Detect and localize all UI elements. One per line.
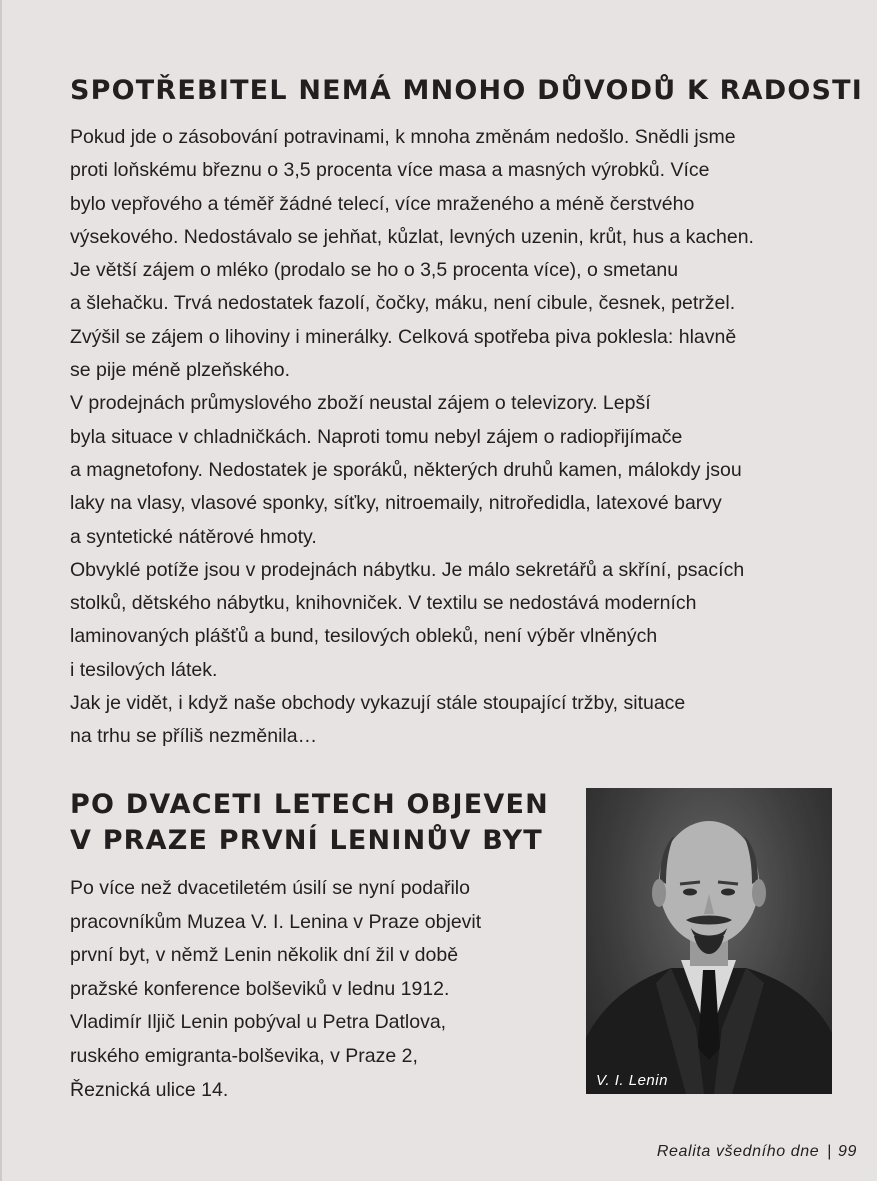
text-line: ruského emigranta-bolševika, v Praze 2, [70,1044,418,1067]
page-footer [657,1143,857,1161]
text-line: Po více než dvacetiletém úsilí se nyní podařilo [70,877,470,899]
text-line: pražské konference bolševiků v lednu 1912. [70,977,450,1000]
text-line: pracovníkům Muzea V. I. Lenina v Praze objevit [70,910,482,933]
text-line: se pije méně plzeňského. [70,359,291,382]
text-line: a magnetofony. Nedostatek je sporáků, některých druhů kamen, málokdy jsou [70,458,742,481]
text-line: první byt, v němž Lenin několik dní žil v době [70,944,459,967]
article-heading: SPOTŘEBITEL NEMÁ MNOHO DŮVODŮ K RADOSTI [70,75,864,106]
portrait-photo [586,788,832,1094]
separator: | [827,1143,832,1160]
text-line: Vladimír Iljič Lenin pobýval u Petra Datlova, [70,1011,447,1034]
text-line: výsekového. Nedostávalo se jehňat, kůzlat, levných uzenin, krůt, hus a kachen. [70,225,754,248]
text-line: Pokud jde o zásobování potravinami, k mnoha změnám nedošlo. Snědli jsme [70,126,736,148]
article-heading-2 [70,787,549,859]
text-line: Jak je vidět, i když naše obchody vykazují stále stoupající tržby, situace [70,692,686,715]
article-body-2 [70,872,570,1107]
text-line: laky na vlasy, vlasové sponky, síťky, nitroemaily, nitroředidla, latexové barvy [70,492,722,515]
text-line: a šlehačku. Trvá nedostatek fazolí, čočky, máku, není cibule, česnek, petržel. [70,292,736,315]
text-line: bylo vepřového a téměř žádné telecí, více mraženého a méně čerstvého [70,192,695,215]
text-line: V prodejnách průmyslového zboží neustal zájem o televizory. Lepší [70,392,651,415]
text-line: Obvyklé potíže jsou v prodejnách nábytku. Je málo sekretářů a skříní, psacích [70,558,745,581]
text-line: Je větší zájem o mléko (prodalo se ho o 3,5 procenta více), o smetanu [70,259,679,282]
page-number: 99 [838,1143,857,1160]
text-line: Řeznická ulice 14. [70,1078,229,1101]
article-body [70,121,840,754]
text-line: i tesilových látek. [70,658,218,681]
text-line: stolků, dětského nábytku, knihovniček. V textilu se nedostává moderních [70,592,697,615]
section-title: Realita všedního dne [656,1143,820,1160]
text-line: laminovaných plášťů a bund, tesilových obleků, není výběr vlněných [70,625,658,648]
heading-line: V PRAZE PRVNÍ LENINŮV BYT [70,825,543,856]
text-line: proti loňskému březnu o 3,5 procenta více masa a masných výrobků. Více [70,159,710,182]
portrait-illustration [586,788,832,1094]
text-line: na trhu se příliš nezměnila… [70,725,318,748]
text-line: Zvýšil se zájem o lihoviny i minerálky. Celková spotřeba piva poklesla: hlavně [70,325,737,348]
text-line: a syntetické nátěrové hmoty. [70,525,317,548]
heading-line: PO DVACETI LETECH OBJEVEN [70,789,549,820]
text-line: byla situace v chladničkách. Naproti tomu nebyl zájem o radiopřijímače [70,425,683,448]
photo-caption: V. I. Lenin [596,1072,668,1089]
